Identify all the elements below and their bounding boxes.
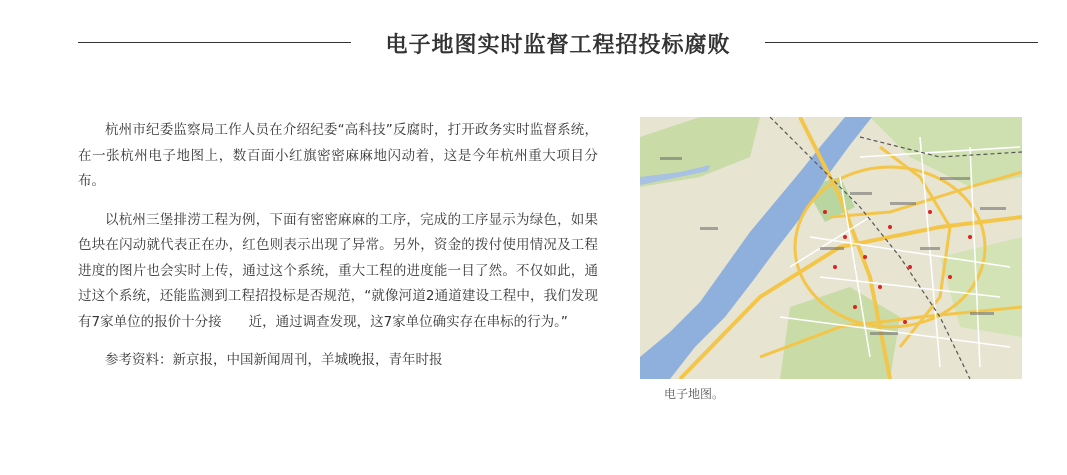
paragraph-example: 以杭州三堡排涝工程为例，下面有密密麻麻的工序，完成的工序显示为绿色，如果色块在闪动就代表正在办，红色则表示出现了异常。另外，资金的拨付使用情况及工程进度的图片也会实时上传，通过这个系统，重大工程的进度能一目了然。不仅如此，通过这个系统，还能监测到工程招投标是否规范，“就像河道2通道建设工程中，我们发现有7家单位的报价十分接 近，通过调查发现，这7家单位确实存在串标的行为。” <box>78 211 598 330</box>
title-bar <box>0 22 1067 62</box>
page-title: 电子地图实时监督工程招投标腐败 <box>385 32 731 58</box>
paragraph-intro: 杭州市纪委监察局工作人员在介绍纪委“高科技”反腐时，打开政务实时监督系统，在一张杭州电子地图上，数百面小红旗密密麻麻地闪动着，这是今年杭州重大项目分布。 <box>78 122 598 189</box>
title-rule-left <box>78 42 351 43</box>
hangzhou-map-image <box>640 117 1022 379</box>
map-figure <box>640 117 1022 402</box>
title-rule-right <box>765 42 1038 43</box>
map-caption: 电子地图。 <box>664 387 725 401</box>
paragraph-references: 参考资料：新京报，中国新闻周刊，羊城晚报，青年时报 <box>105 352 443 368</box>
article-body <box>78 118 598 387</box>
